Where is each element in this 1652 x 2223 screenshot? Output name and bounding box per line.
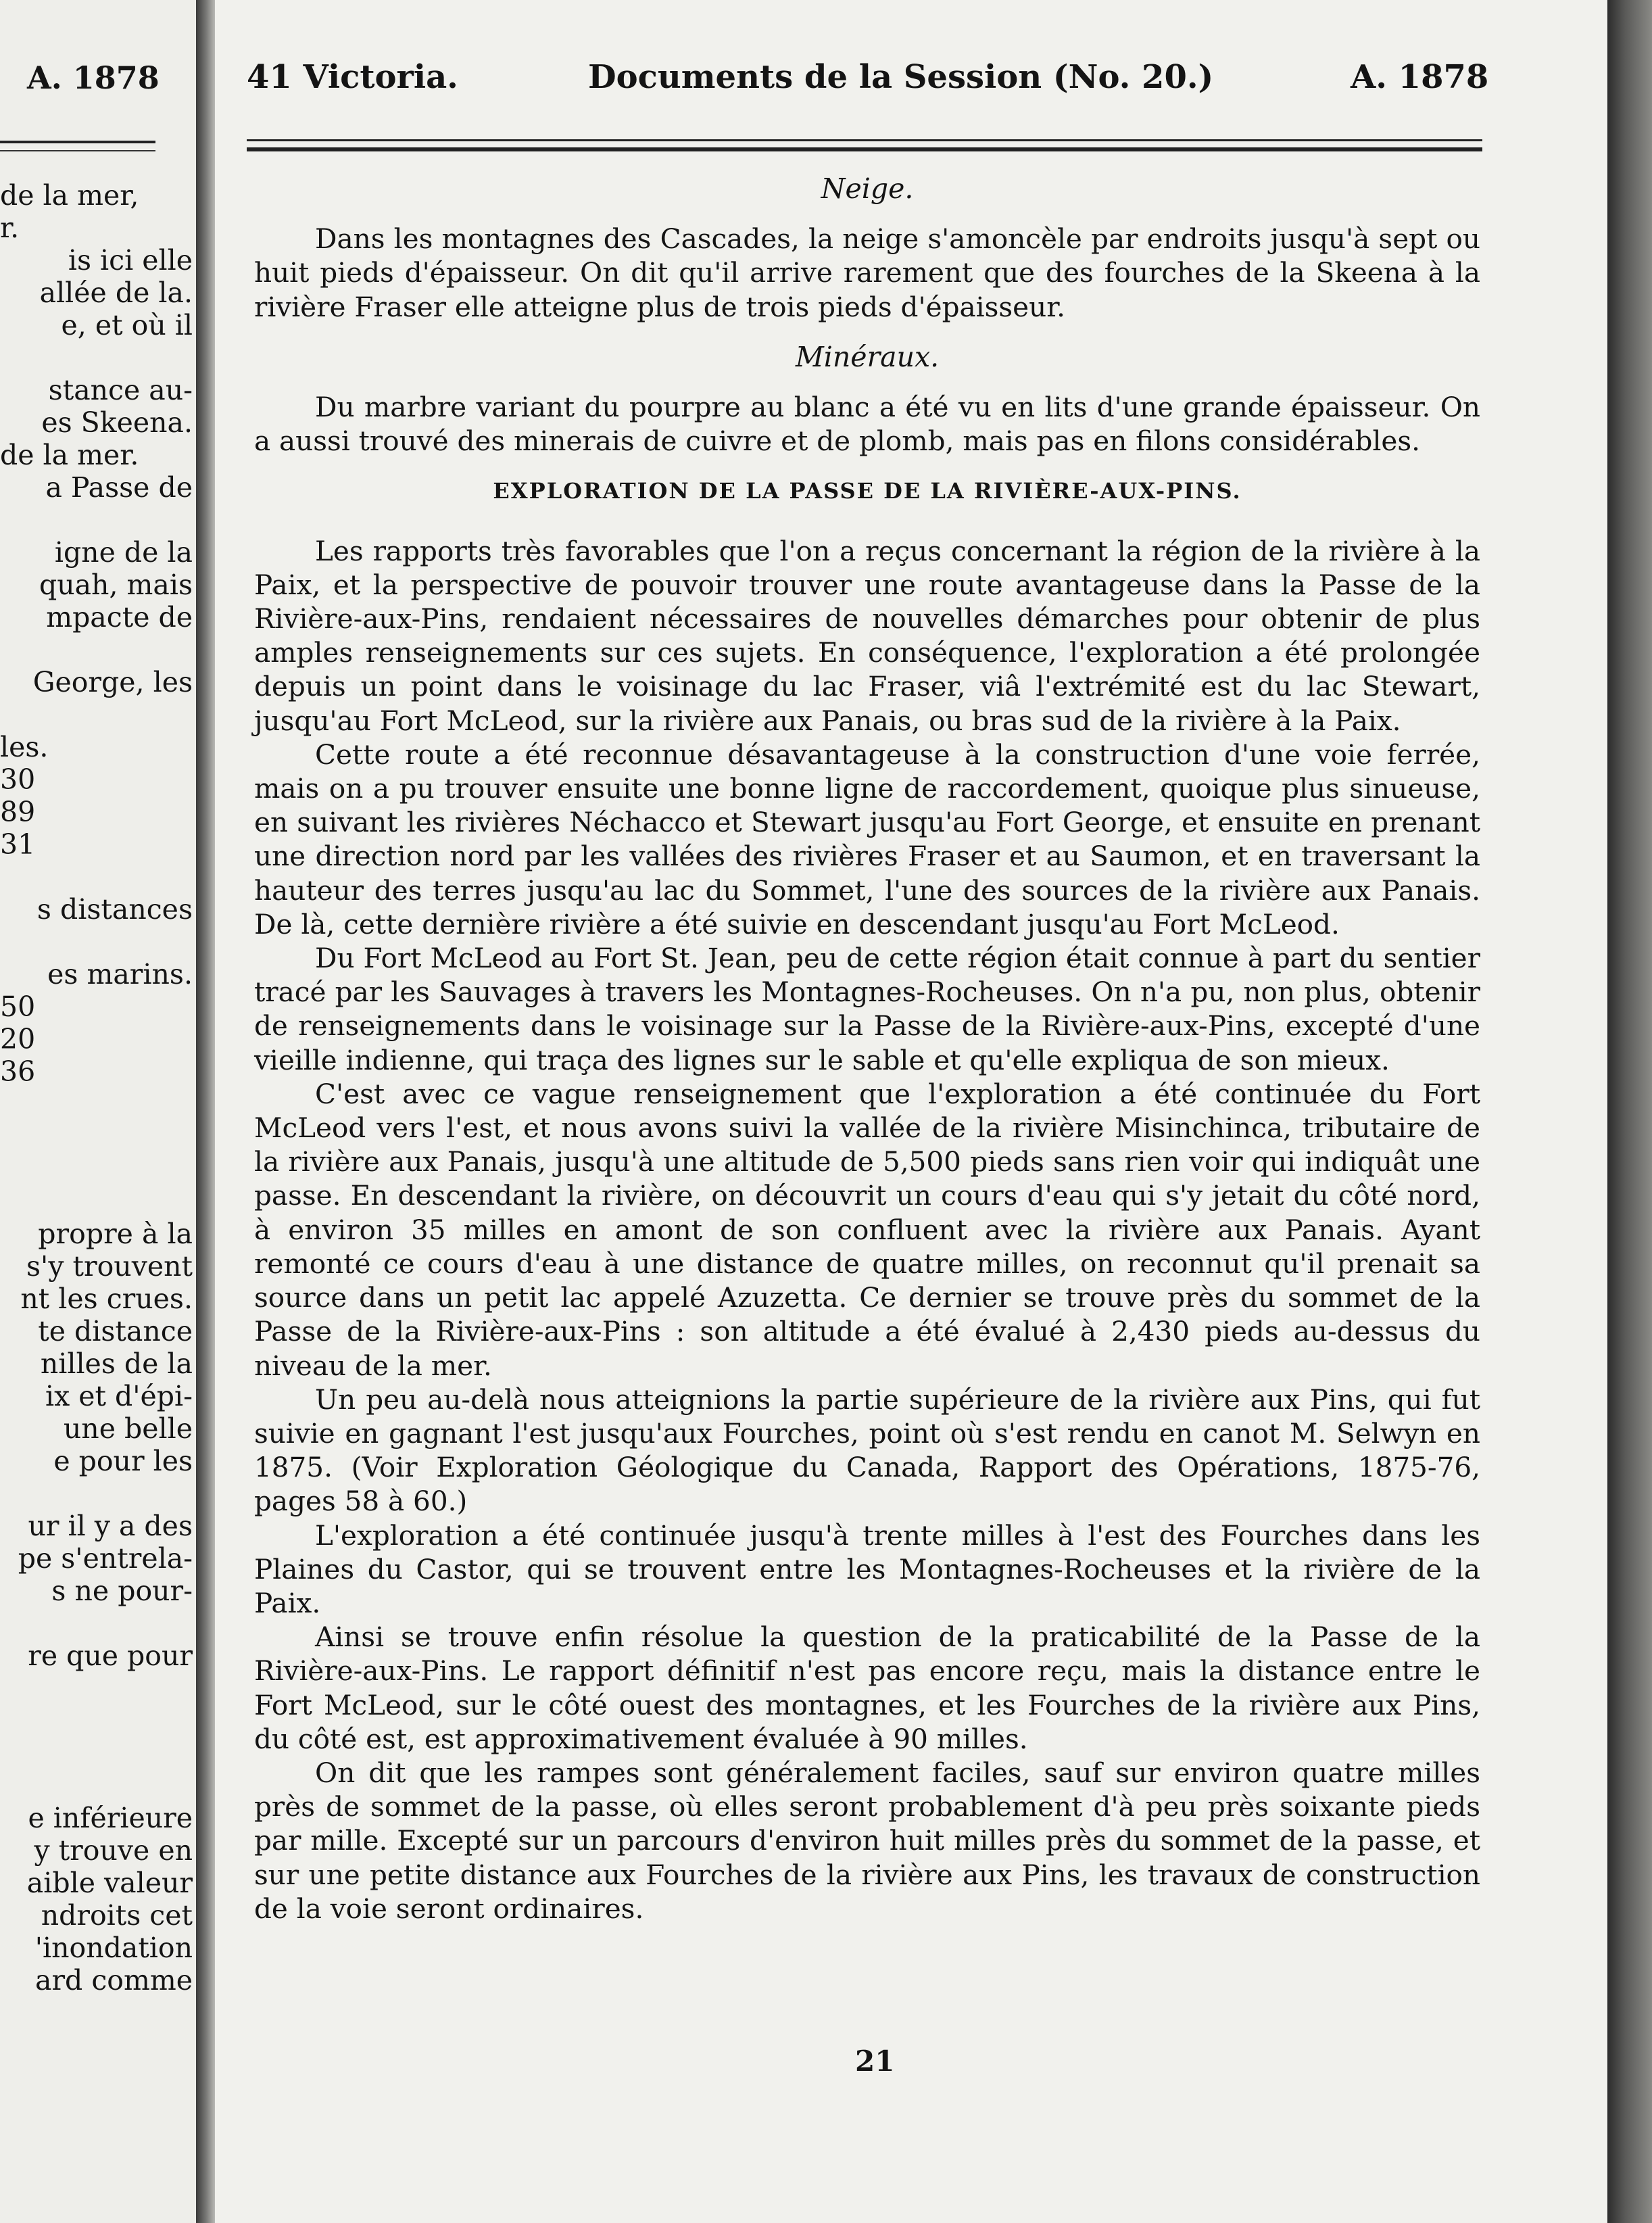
header-right: A. 1878 (1351, 58, 1489, 96)
book-gutter (196, 0, 215, 2223)
previous-page-line: te distance (38, 1315, 193, 1347)
previous-page-line: propre à la (38, 1218, 193, 1250)
previous-page-line: pe s'entrela- (18, 1542, 193, 1575)
section-title-mineraux: Minéraux. (795, 340, 940, 373)
previous-page-line: r. (0, 212, 20, 244)
header-rule-thin (247, 139, 1482, 141)
previous-page-line: y trouve en (34, 1834, 193, 1867)
paragraph: Cette route a été reconnue désavantageuse à la construction d'une voie ferrée, mais on a pu trouver ensuite une bonne ligne de raccordement, quoique plus sinueuse, en suivant les rivières Néchacco et Stewart jusqu'au Fort George, et ensuite en prenant une direction nord par les vallées des rivières Fraser et au Saumon, et en traversant la hauteur des terres jusqu'au lac du Sommet, l'une des sources de la rivière aux Panais. De là, cette dernière rivière a été suivie en descendant jusqu'au Fort McLeod. (254, 738, 1480, 940)
previous-page-line: s'y trouvent (26, 1250, 193, 1283)
paragraph: Les rapports très favorables que l'on a reçus concernant la région de la rivière à la Paix, et la perspective de pouvoir trouver une route avantageuse dans la Passe de la Rivière-aux-Pins, rendaient nécessaires de nouvelles démarches pour obtenir de plus amples renseignements sur ces sujets. En conséquence, l'exploration a été prolongée depuis un point dans le voisinage du lac Fraser, viâ l'extrémité est du lac Stewart, jusqu'au Fort McLeod, sur la rivière aux Panais, ou bras sud de la rivière à la Paix. (254, 534, 1480, 737)
previous-page-line: mpacte de (46, 601, 193, 634)
previous-page-line: 36 (0, 1055, 36, 1088)
previous-page-line: une belle (63, 1412, 193, 1445)
previous-page-line: es Skeena. (41, 406, 193, 439)
section-title-exploration: EXPLORATION DE LA PASSE DE LA RIVIÈRE-AUX-PINS. (493, 478, 1242, 504)
left-header-rule (0, 141, 155, 143)
previous-page-line: igne de la (54, 536, 193, 569)
paragraph: L'exploration a été continuée jusqu'à trente milles à l'est des Fourches dans les Plaines du Castor, qui se trouvent entre les Montagnes-Rocheuses et la rivière de la Paix. (254, 1519, 1480, 1619)
page-edge-shadow (1607, 0, 1652, 2223)
previous-page-line: is ici elle (68, 244, 193, 277)
header-title: Documents de la Session (No. 20.) (588, 58, 1214, 96)
left-page-header: A. 1878 (27, 59, 160, 96)
previous-page-strip (0, 0, 196, 2223)
paragraph: Ainsi se trouve enfin résolue la question de la praticabilité de la Passe de la Rivière-aux-Pins. Le rapport définitif n'est pas encore reçu, mais la distance entre le Fort McLeod, sur le côté ouest des montagnes, et les Fourches de la rivière aux Pins, du côté est, est approximativement évaluée à 90 milles. (254, 1621, 1480, 1755)
header-rule-thick (247, 147, 1482, 151)
previous-page-line: 50 (0, 990, 36, 1023)
left-header-rule-thin (0, 150, 155, 151)
previous-page-line: s ne pour- (51, 1575, 193, 1607)
previous-page-line: 20 (0, 1023, 36, 1055)
previous-page-line: George, les (32, 666, 193, 698)
previous-page-line: ur il y a des (28, 1510, 193, 1542)
previous-page-line: e inférieure (28, 1802, 193, 1834)
previous-page-line: ix et d'épi- (45, 1380, 193, 1412)
previous-page-line: quah, mais (39, 569, 193, 601)
previous-page-line: stance au- (48, 374, 193, 406)
previous-page-line: 30 (0, 763, 36, 796)
previous-page-line: s distances (37, 893, 193, 926)
previous-page-line: nilles de la (40, 1347, 193, 1380)
previous-page-line: es marins. (47, 958, 193, 990)
paragraph: Un peu au-delà nous atteignions la partie supérieure de la rivière aux Pins, qui fut suivie en gagnant l'est jusqu'aux Fourches, point où s'est rendu en canot M. Selwyn en 1875. (Voir Exploration Géologique du Canada, Rapport des Opérations, 1875-76, pages 58 à 60.) (254, 1383, 1480, 1518)
previous-page-line: allée de la. (39, 277, 193, 309)
previous-page-line: ard comme (35, 1964, 193, 1997)
previous-page-line: e pour les (53, 1445, 193, 1477)
previous-page-line: de la mer. (0, 439, 139, 471)
section-title-neige: Neige. (821, 172, 914, 205)
page-number: 21 (855, 2045, 895, 2078)
previous-page-line: les. (0, 731, 49, 763)
previous-page-line: a Passe de (45, 471, 193, 504)
page-body (254, 162, 1480, 1926)
previous-page-line: e, et où il (61, 309, 193, 341)
previous-page-line: aible valeur (26, 1867, 193, 1899)
header-reign: 41 Victoria. (247, 58, 458, 96)
paragraph-mineraux: Du marbre variant du pourpre au blanc a été vu en lits d'une grande épaisseur. On a aussi trouvé des minerais de cuivre et de plomb, mais pas en filons considérables. (254, 391, 1480, 458)
previous-page-line: re que pour (28, 1640, 193, 1672)
previous-page-line: de la mer, (0, 179, 139, 212)
paragraph: On dit que les rampes sont généralement faciles, sauf sur environ quatre milles près de sommet de la passe, où elles seront probablement d'à peu près soixante pieds par mille. Excepté sur un parcours d'environ huit milles près du sommet de la passe, et sur une petite distance aux Fourches de la rivière aux Pins, les travaux de construction de la voie seront ordinaires. (254, 1756, 1480, 1925)
previous-page-line: ndroits cet (41, 1899, 193, 1932)
paragraph-neige: Dans les montagnes des Cascades, la neige s'amoncèle par endroits jusqu'à sept ou huit pieds d'épaisseur. On dit qu'il arrive rarement que des fourches de la Skeena à la rivière Fraser elle atteigne plus de trois pieds d'épaisseur. (254, 222, 1480, 323)
previous-page-line: 89 (0, 796, 36, 828)
paragraph: Du Fort McLeod au Fort St. Jean, peu de cette région était connue à part du sentier tracé par les Sauvages à travers les Montagnes-Rocheuses. On n'a pu, non plus, obtenir de renseignements dans le voisinage sur la Passe de la Rivière-aux-Pins, excepté d'une vieille indienne, qui traça des lignes sur le sable et qu'elle expliqua de son mieux. (254, 942, 1480, 1076)
previous-page-line: nt les crues. (20, 1283, 193, 1315)
previous-page-line: 'inondation (34, 1932, 193, 1964)
paragraph: C'est avec ce vague renseignement que l'exploration a été continuée du Fort McLeod vers l'est, et nous avons suivi la vallée de la rivière Misinchinca, tributaire de la rivière aux Panais, jusqu'à une altitude de 5,500 pieds sans rien voir qui indiquât une passe. En descendant la rivière, on découvrit un cours d'eau qui s'y jetait du côté nord, à environ 35 milles en amont de son confluent avec la rivière aux Panais. Ayant remonté ce cours d'eau à une distance de quatre milles, on reconnut qu'il prenait sa source dans un petit lac appelé Azuzetta. Ce dernier se trouve près du sommet de la Passe de la Rivière-aux-Pins : son altitude a été évalué à 2,430 pieds au-dessus du niveau de la mer. (254, 1077, 1480, 1382)
previous-page-line: 31 (0, 828, 36, 861)
